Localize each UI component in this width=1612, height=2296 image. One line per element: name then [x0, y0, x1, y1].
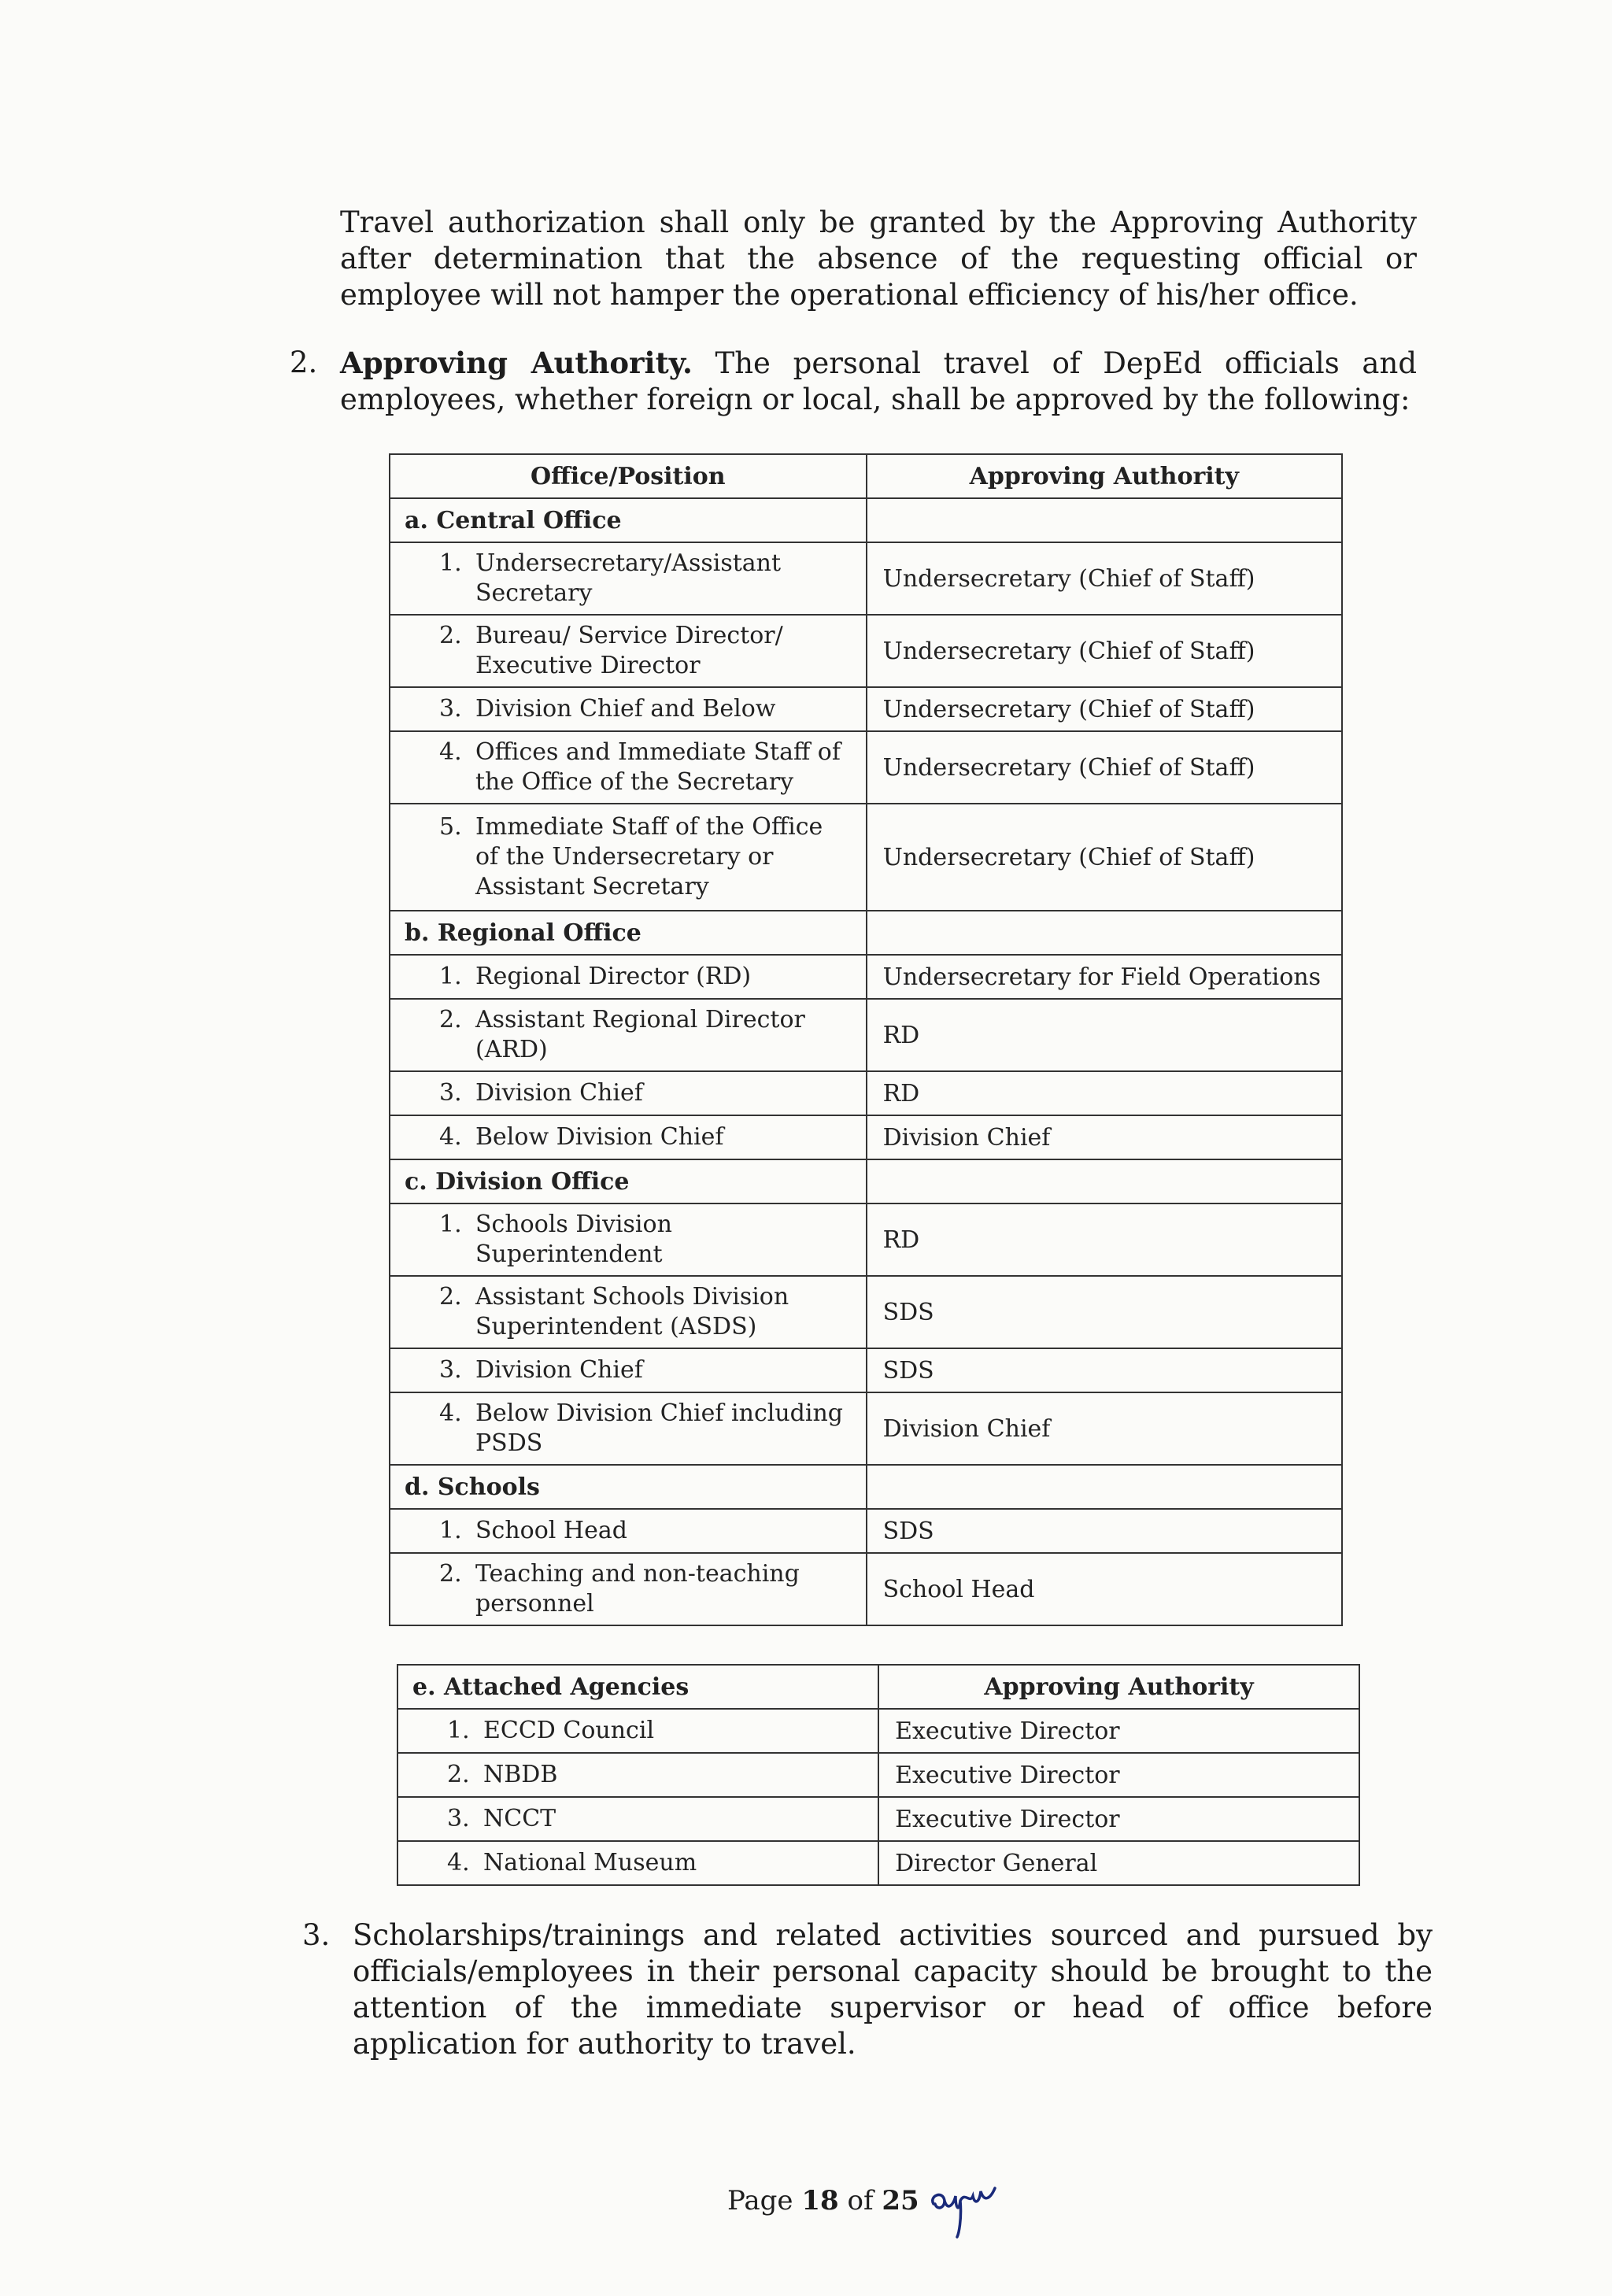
table-row — [390, 731, 1342, 804]
authority-cell: Executive Director — [878, 1709, 1359, 1753]
table-row — [397, 1709, 1359, 1753]
table-row — [390, 542, 1342, 615]
authority-cell: Undersecretary (Chief of Staff) — [867, 731, 1342, 804]
section-title: d. Schools — [390, 1465, 867, 1509]
item-number: 4. — [447, 1849, 470, 1876]
authority-cell: Undersecretary (Chief of Staff) — [867, 542, 1342, 615]
section-row — [390, 1159, 1342, 1203]
position-text: Teaching and non-teaching personnel — [475, 1560, 800, 1618]
item-2-paragraph — [290, 345, 1417, 418]
position-text: Offices and Immediate Staff of the Office of the Secretary — [475, 738, 841, 796]
intro-paragraph: Travel authorization shall only be granted by the Approving Authority after determination that the absence of the requesting official or employee will not hamper the operational efficiency of his/her office. — [340, 205, 1417, 312]
table-row — [397, 1797, 1359, 1841]
authority-cell: Director General — [878, 1841, 1359, 1885]
section-row — [390, 911, 1342, 955]
item-number: 2. — [439, 1560, 462, 1588]
item-number: 1. — [439, 963, 462, 990]
table-row — [390, 1276, 1342, 1348]
section-empty-cell — [867, 911, 1342, 955]
table-row — [397, 1841, 1359, 1885]
item-number: 2. — [439, 1283, 462, 1311]
table-row — [390, 1553, 1342, 1625]
current-page: 18 — [801, 2185, 839, 2217]
authority-cell: SDS — [867, 1276, 1342, 1348]
agency-text: ECCD Council — [483, 1717, 655, 1744]
initials-signature — [927, 2172, 1006, 2239]
item-number: 4. — [439, 1123, 462, 1151]
position-text: Division Chief — [475, 1356, 643, 1384]
table-row — [390, 1071, 1342, 1115]
item-number: 4. — [439, 1399, 462, 1427]
item-2-text: The personal travel of DepEd officials and employees, whether foreign or local, shall be approved by the following: — [340, 346, 1417, 416]
section-title: a. Central Office — [390, 498, 867, 542]
column-header-attached-agencies: e. Attached Agencies — [397, 1665, 878, 1709]
table-row — [390, 804, 1342, 911]
table-row — [390, 999, 1342, 1071]
agency-text: NCCT — [483, 1805, 556, 1832]
authority-cell: Division Chief — [867, 1392, 1342, 1465]
column-header-approving-authority: Approving Authority — [867, 454, 1342, 498]
agency-text: National Museum — [483, 1849, 697, 1876]
item-number: 3. — [439, 695, 462, 723]
table-row — [390, 1115, 1342, 1159]
section-empty-cell — [867, 1465, 1342, 1509]
position-text: Schools Division Superintendent — [475, 1211, 672, 1268]
position-text: Assistant Regional Director (ARD) — [475, 1006, 805, 1063]
position-cell — [390, 1276, 867, 1348]
item-number: 3. — [439, 1079, 462, 1107]
item-number: 1. — [447, 1717, 470, 1744]
authority-cell: RD — [867, 999, 1342, 1071]
item-2-number: 2. — [290, 346, 318, 379]
position-cell — [390, 955, 867, 999]
item-2-heading: Approving Authority. — [340, 346, 693, 380]
agency-text: NBDB — [483, 1761, 558, 1788]
position-cell — [390, 804, 867, 911]
item-number: 2. — [447, 1761, 470, 1788]
table-row — [390, 687, 1342, 731]
section-row — [390, 1465, 1342, 1509]
table-row — [390, 615, 1342, 687]
item-number: 3. — [447, 1805, 470, 1832]
position-cell — [390, 1509, 867, 1553]
position-cell — [390, 1115, 867, 1159]
authority-cell: Executive Director — [878, 1753, 1359, 1797]
approving-authority-table — [389, 453, 1343, 1626]
table-row — [390, 1392, 1342, 1465]
item-3-number: 3. — [302, 1918, 331, 1952]
item-number: 2. — [439, 622, 462, 649]
position-text: Undersecretary/Assistant Secretary — [475, 549, 782, 607]
column-header-office-position: Office/Position — [390, 454, 867, 498]
position-cell — [390, 1392, 867, 1465]
position-cell — [390, 1553, 867, 1625]
position-text: Below Division Chief — [475, 1123, 724, 1151]
position-cell — [390, 687, 867, 731]
position-text: Assistant Schools Division Superintendent (ASDS) — [475, 1283, 789, 1340]
item-number: 1. — [439, 549, 462, 577]
item-number: 5. — [439, 813, 462, 841]
item-3-text: Scholarships/trainings and related activities sourced and pursued by officials/employees in their personal capacity should be brought to the attention of the immediate supervisor or head of office before application for authority to travel. — [353, 1918, 1433, 2061]
authority-cell: SDS — [867, 1348, 1342, 1392]
item-number: 1. — [439, 1517, 462, 1544]
position-text: Below Division Chief including PSDS — [475, 1399, 843, 1457]
authority-cell: School Head — [867, 1553, 1342, 1625]
position-cell — [390, 1348, 867, 1392]
section-empty-cell — [867, 1159, 1342, 1203]
item-number: 3. — [439, 1356, 462, 1384]
section-title: c. Division Office — [390, 1159, 867, 1203]
position-cell — [390, 999, 867, 1071]
item-number: 4. — [439, 738, 462, 766]
table-row — [397, 1753, 1359, 1797]
position-cell — [390, 542, 867, 615]
table-row — [390, 1509, 1342, 1553]
authority-cell: Division Chief — [867, 1115, 1342, 1159]
authority-cell: Undersecretary (Chief of Staff) — [867, 804, 1342, 911]
section-empty-cell — [867, 498, 1342, 542]
position-cell — [390, 731, 867, 804]
authority-cell: RD — [867, 1203, 1342, 1276]
section-row — [390, 498, 1342, 542]
item-number: 2. — [439, 1006, 462, 1033]
agency-cell — [397, 1709, 878, 1753]
item-3-paragraph — [302, 1917, 1433, 2062]
authority-cell: Executive Director — [878, 1797, 1359, 1841]
item-number: 1. — [439, 1211, 462, 1238]
authority-cell: Undersecretary (Chief of Staff) — [867, 615, 1342, 687]
agency-cell — [397, 1753, 878, 1797]
total-pages: 25 — [882, 2185, 919, 2217]
position-cell — [390, 1071, 867, 1115]
position-text: Division Chief — [475, 1079, 643, 1107]
position-text: Immediate Staff of the Office of the Undersecretary or Assistant Secretary — [475, 813, 823, 900]
section-title: b. Regional Office — [390, 911, 867, 955]
authority-cell: RD — [867, 1071, 1342, 1115]
page-number: Page 18 of 25 — [727, 2185, 919, 2217]
agency-cell — [397, 1841, 878, 1885]
table-row — [390, 1203, 1342, 1276]
position-text: Regional Director (RD) — [475, 963, 752, 990]
position-cell — [390, 615, 867, 687]
attached-agencies-table — [397, 1664, 1360, 1886]
authority-cell: Undersecretary for Field Operations — [867, 955, 1342, 999]
authority-cell: Undersecretary (Chief of Staff) — [867, 687, 1342, 731]
position-text: School Head — [475, 1517, 627, 1544]
position-text: Bureau/ Service Director/ Executive Director — [475, 622, 783, 679]
authority-cell: SDS — [867, 1509, 1342, 1553]
column-header-approving-authority-2: Approving Authority — [878, 1665, 1359, 1709]
table-row — [390, 1348, 1342, 1392]
agency-cell — [397, 1797, 878, 1841]
position-text: Division Chief and Below — [475, 695, 776, 723]
table-row — [390, 955, 1342, 999]
position-cell — [390, 1203, 867, 1276]
